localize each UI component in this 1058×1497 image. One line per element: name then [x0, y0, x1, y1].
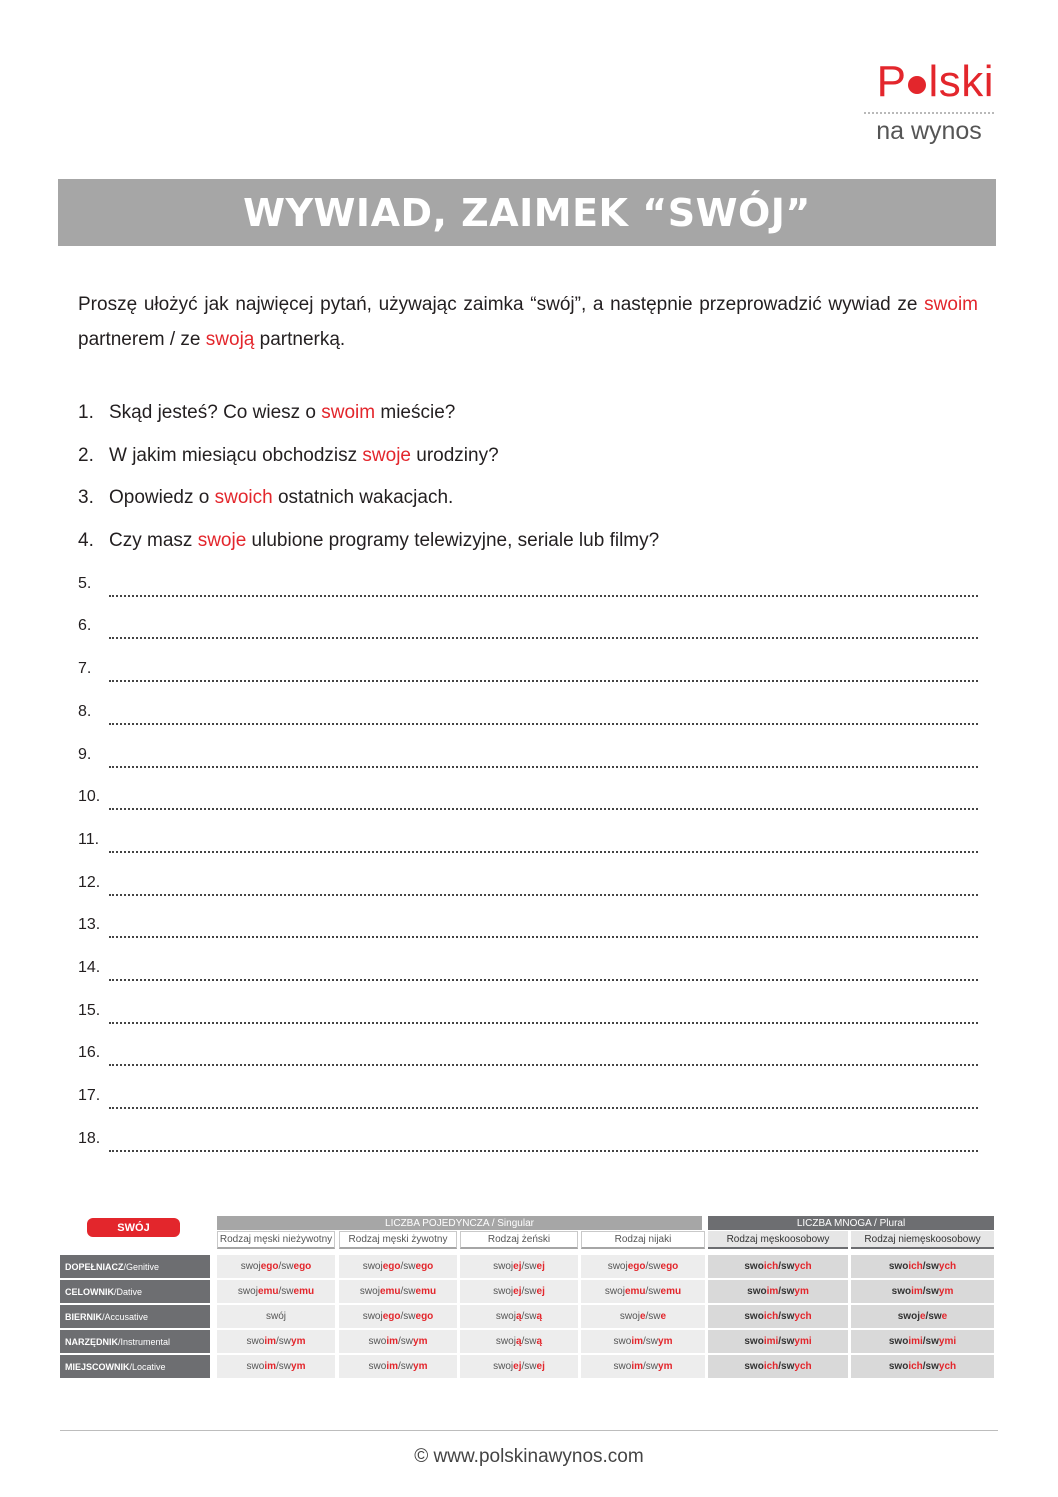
intro-text: Proszę ułożyć jak najwięcej pytań, używając zaimka “swój”, a następnie przeprowadzić wywiad ze	[78, 294, 925, 315]
slash: /	[925, 1311, 929, 1322]
ending: ym	[413, 1361, 428, 1372]
question-number: 7.	[78, 660, 92, 678]
answer-line[interactable]	[109, 1080, 978, 1109]
question-number: 12.	[78, 873, 101, 891]
case-separator: /	[129, 1361, 133, 1372]
question-part: Czy masz	[109, 530, 198, 552]
blank-question-item	[78, 739, 978, 782]
stem: sw	[524, 1286, 537, 1297]
stem: sw	[278, 1361, 292, 1372]
slash: /	[922, 1261, 926, 1272]
declension-cell	[460, 1255, 578, 1278]
ending: ej	[513, 1286, 522, 1297]
declension-cell	[460, 1305, 578, 1328]
answer-line[interactable]	[109, 610, 978, 639]
stem: swo	[888, 1261, 909, 1272]
answer-line[interactable]	[109, 995, 978, 1024]
declension-cell	[339, 1330, 457, 1353]
question-part: mieście?	[375, 402, 456, 423]
stem: sw	[403, 1286, 416, 1297]
declension-cell	[217, 1330, 335, 1353]
stem: sw	[648, 1311, 661, 1322]
stem: sw	[925, 1361, 939, 1372]
question-number: 13.	[78, 916, 101, 934]
ending: ej	[536, 1361, 545, 1372]
question-number: 9.	[78, 745, 92, 763]
ending: im	[631, 1361, 643, 1372]
stem: swoj	[237, 1286, 258, 1297]
declension-cell	[851, 1330, 994, 1353]
blank-question-item	[78, 781, 978, 824]
declension-cell	[460, 1280, 578, 1303]
blank-question-item	[78, 824, 978, 867]
declension-cell	[217, 1255, 335, 1278]
declension-cell	[339, 1255, 457, 1278]
ending: im	[386, 1336, 398, 1347]
page-title: WYWIAD, ZAIMEK “SWÓJ”	[243, 190, 811, 235]
case-name-en: Dative	[116, 1286, 143, 1297]
case-separator: /	[118, 1336, 121, 1347]
gender-header: Rodzaj męski nieżywotny	[217, 1231, 335, 1249]
intro-highlight: swoim	[924, 294, 978, 315]
gender-header: Rodzaj nijaki	[581, 1231, 705, 1249]
ending: ym	[291, 1361, 306, 1372]
ending: ą	[515, 1336, 522, 1347]
blank-question-item	[78, 995, 978, 1038]
answer-line[interactable]	[109, 653, 978, 682]
question-text	[109, 525, 978, 557]
stem: swoj	[495, 1311, 516, 1322]
declension-cell	[460, 1355, 578, 1378]
declension-cell	[581, 1305, 705, 1328]
answer-line[interactable]	[109, 1037, 978, 1066]
blank-question-item	[78, 653, 978, 696]
stem: sw	[524, 1336, 537, 1347]
stem: swo	[891, 1286, 912, 1297]
slash: /	[645, 1261, 649, 1272]
stem: swoj	[359, 1286, 380, 1297]
stem: sw	[781, 1311, 795, 1322]
slash: /	[643, 1336, 646, 1347]
stem: sw	[524, 1311, 537, 1322]
declension-cell	[851, 1355, 994, 1378]
ending: ym	[413, 1336, 428, 1347]
slash: /	[645, 1311, 649, 1322]
case-separator: /	[114, 1286, 117, 1297]
question-text	[109, 440, 978, 472]
logo-divider	[864, 112, 994, 114]
slash: /	[400, 1286, 404, 1297]
stem: swo	[368, 1361, 387, 1372]
declension-cell	[708, 1255, 848, 1278]
question-number: 11.	[78, 830, 100, 848]
footer-copyright: © www.polskinawynos.com	[414, 1446, 644, 1467]
ending: ych	[938, 1361, 957, 1372]
stem: swoj	[495, 1336, 516, 1347]
stem: swoj	[362, 1311, 383, 1322]
declension-cell	[339, 1305, 457, 1328]
stem: sw	[645, 1336, 659, 1347]
stem: swo	[744, 1261, 764, 1272]
question-part: Opowiedz o	[109, 487, 215, 509]
declension-cell	[217, 1355, 335, 1378]
ending: ych	[794, 1361, 812, 1372]
ending: emu	[257, 1286, 279, 1297]
intro-highlight: swoją	[205, 329, 255, 350]
slash: /	[276, 1336, 279, 1347]
ending: im	[631, 1336, 643, 1347]
declension-cell	[581, 1280, 705, 1303]
stem: sw	[781, 1336, 795, 1347]
stem: swo	[368, 1336, 387, 1347]
question-number: 3.	[78, 487, 94, 509]
declension-cell	[851, 1280, 994, 1303]
case-separator: /	[102, 1311, 105, 1322]
question-part: W jakim miesiącu obchodzisz	[109, 444, 363, 466]
stem: sw	[400, 1336, 414, 1347]
answer-line[interactable]	[109, 739, 978, 768]
ending: ej	[536, 1286, 545, 1297]
stem: swo	[246, 1336, 265, 1347]
case-label	[60, 1305, 210, 1328]
declension-cell	[708, 1330, 848, 1353]
ending: ą	[536, 1311, 543, 1322]
slash: /	[276, 1361, 279, 1372]
ending: ej	[513, 1361, 522, 1372]
question-part: Skąd jesteś? Co wiesz o	[109, 402, 322, 423]
case-name-en: Genitive	[126, 1261, 160, 1272]
stem: swoj	[619, 1311, 640, 1322]
stem: sw	[281, 1286, 294, 1297]
stem: sw	[928, 1311, 942, 1322]
ending: emu	[624, 1286, 646, 1297]
stem: swo	[613, 1361, 632, 1372]
ending: ich	[763, 1361, 779, 1372]
slash: /	[643, 1361, 646, 1372]
slash: /	[778, 1286, 782, 1297]
question-number: 4.	[78, 530, 94, 552]
case-label	[60, 1355, 210, 1378]
case-name-pl: MIEJSCOWNIK	[65, 1361, 130, 1372]
ending: ego	[260, 1261, 279, 1272]
stem: swój	[265, 1311, 286, 1322]
question-number: 14.	[78, 958, 101, 976]
pronoun-pill: SWÓJ	[87, 1218, 180, 1237]
slash: /	[521, 1336, 525, 1347]
case-name-en: Instrumental	[120, 1336, 171, 1347]
answer-line[interactable]	[109, 781, 978, 810]
stem: sw	[648, 1261, 661, 1272]
slash: /	[922, 1336, 926, 1347]
ending: ego	[382, 1261, 401, 1272]
question-part: urodziny?	[411, 444, 499, 466]
stem: swoj	[604, 1286, 625, 1297]
ending: im	[911, 1286, 923, 1297]
stem: sw	[645, 1361, 659, 1372]
ending: ym	[291, 1336, 306, 1347]
ending: ych	[938, 1261, 957, 1272]
blank-question-item	[78, 610, 978, 653]
stem: sw	[648, 1286, 661, 1297]
plural-header: LICZBA MNOGA / Plural	[708, 1216, 994, 1230]
slash: /	[521, 1311, 525, 1322]
stem: swo	[888, 1361, 909, 1372]
logo-wordmark	[864, 58, 994, 106]
case-separator: /	[123, 1261, 127, 1272]
stem: swo	[613, 1336, 632, 1347]
stem: sw	[781, 1361, 795, 1372]
question-number: 6.	[78, 617, 92, 635]
case-label	[60, 1255, 210, 1278]
ending: ich	[908, 1361, 923, 1372]
ending: e	[941, 1311, 948, 1322]
question-number: 17.	[78, 1087, 101, 1104]
gender-header: Rodzaj żeński	[460, 1231, 578, 1249]
ending: ymi	[938, 1336, 957, 1347]
declension-cell	[851, 1305, 994, 1328]
stem: swo	[744, 1311, 764, 1322]
title-banner	[58, 179, 996, 246]
logo-dot-icon	[908, 76, 926, 94]
declension-cell	[708, 1355, 848, 1378]
stem: sw	[403, 1311, 416, 1322]
declension-cell	[217, 1305, 335, 1328]
ending: ego	[627, 1261, 646, 1272]
logo-letter-p: P	[876, 57, 907, 106]
slash: /	[278, 1261, 282, 1272]
stem: swoj	[240, 1261, 261, 1272]
question-part: ulubione programy telewizyjne, seriale lub filmy?	[246, 530, 660, 552]
case-name-pl: CELOWNIK	[65, 1286, 114, 1297]
pronoun-highlight: swoim	[321, 402, 376, 423]
question-number: 1.	[78, 402, 94, 423]
blank-question-item	[78, 568, 978, 611]
ending: ym	[658, 1336, 673, 1347]
ending: ego	[293, 1261, 312, 1272]
ending: ego	[382, 1311, 401, 1322]
blank-question-item	[78, 1123, 978, 1166]
ending: ich	[763, 1311, 779, 1322]
answer-line[interactable]	[109, 568, 978, 597]
question-number: 16.	[78, 1044, 101, 1062]
intro-text: partnerką.	[254, 329, 346, 350]
declension-cell	[851, 1255, 994, 1278]
stem: sw	[281, 1261, 294, 1272]
blank-question-item	[78, 909, 978, 952]
slash: /	[778, 1361, 782, 1372]
answer-line[interactable]	[109, 867, 978, 896]
case-name-pl: DOPEŁNIACZ	[65, 1261, 124, 1272]
question-number: 5.	[78, 574, 92, 592]
stem: swo	[888, 1336, 909, 1347]
intro-text: partnerem / ze	[78, 329, 206, 350]
declension-table	[60, 1214, 994, 1382]
pronoun-highlight: swoje	[362, 444, 411, 466]
question-item	[78, 482, 978, 525]
stem: swo	[744, 1361, 764, 1372]
declension-cell	[339, 1280, 457, 1303]
brand-logo	[864, 58, 994, 146]
gender-header: Rodzaj męskoosobowy	[708, 1231, 848, 1249]
case-name-pl: NARZĘDNIK	[65, 1336, 118, 1347]
declension-cell	[460, 1330, 578, 1353]
ending: emu	[415, 1286, 437, 1297]
ending: ym	[938, 1286, 954, 1297]
question-text	[109, 482, 978, 514]
stem: swo	[246, 1361, 265, 1372]
slash: /	[778, 1311, 782, 1322]
ending: ej	[513, 1261, 522, 1272]
stem: sw	[925, 1261, 939, 1272]
ending: imi	[908, 1336, 923, 1347]
ending: im	[386, 1361, 398, 1372]
slash: /	[278, 1286, 282, 1297]
question-number: 15.	[78, 1001, 101, 1019]
case-name-en: Locative	[132, 1361, 166, 1372]
stem: sw	[400, 1361, 414, 1372]
answer-line[interactable]	[109, 909, 978, 938]
ending: ym	[658, 1361, 673, 1372]
case-name-pl: BIERNIK	[65, 1311, 103, 1322]
question-number: 18.	[78, 1129, 101, 1147]
slash: /	[521, 1286, 525, 1297]
declension-cell	[217, 1280, 335, 1303]
stem: swoj	[362, 1261, 383, 1272]
ending: e	[660, 1311, 667, 1322]
slash: /	[778, 1336, 782, 1347]
ending: emu	[660, 1286, 682, 1297]
stem: swoj	[897, 1311, 920, 1322]
stem: sw	[524, 1361, 537, 1372]
stem: sw	[403, 1261, 416, 1272]
slash: /	[400, 1311, 404, 1322]
footer-divider	[60, 1430, 998, 1431]
question-item	[78, 440, 978, 483]
ending: ą	[536, 1336, 543, 1347]
answer-line[interactable]	[109, 952, 978, 981]
case-name-en: Accusative	[104, 1311, 149, 1322]
answer-line[interactable]	[109, 1123, 978, 1152]
ending: im	[264, 1361, 276, 1372]
slash: /	[922, 1361, 926, 1372]
blank-question-item	[78, 1037, 978, 1080]
ending: e	[639, 1311, 646, 1322]
stem: swo	[747, 1286, 767, 1297]
blank-question-item	[78, 867, 978, 910]
ending: imi	[763, 1336, 779, 1347]
ending: ego	[415, 1311, 434, 1322]
stem: sw	[925, 1286, 939, 1297]
stem: sw	[781, 1261, 795, 1272]
slash: /	[521, 1361, 525, 1372]
ending: ymi	[794, 1336, 812, 1347]
question-item	[78, 397, 978, 440]
ending: ą	[515, 1311, 522, 1322]
ending: ych	[794, 1311, 812, 1322]
ending: e	[919, 1311, 926, 1322]
stem: sw	[781, 1286, 795, 1297]
stem: swoj	[493, 1286, 514, 1297]
stem: swoj	[607, 1261, 628, 1272]
slash: /	[922, 1286, 926, 1297]
pronoun-highlight: swoje	[197, 530, 247, 552]
blank-question-item	[78, 952, 978, 995]
ending: ego	[660, 1261, 679, 1272]
instructions	[78, 287, 978, 357]
stem: swoj	[493, 1361, 514, 1372]
stem: swo	[744, 1336, 764, 1347]
logo-subtitle: na wynos	[876, 117, 982, 145]
slash: /	[398, 1336, 401, 1347]
ending: emu	[293, 1286, 315, 1297]
slash: /	[521, 1261, 525, 1272]
ending: ego	[415, 1261, 434, 1272]
stem: sw	[278, 1336, 292, 1347]
logo-letters: lski	[928, 57, 994, 106]
case-label	[60, 1330, 210, 1353]
declension-cell	[581, 1330, 705, 1353]
ending: im	[264, 1336, 276, 1347]
question-part: ostatnich wakacjach.	[272, 487, 454, 509]
stem: swoj	[493, 1261, 514, 1272]
question-number: 2.	[78, 444, 94, 466]
singular-header: LICZBA POJEDYNCZA / Singular	[217, 1216, 702, 1230]
slash: /	[645, 1286, 649, 1297]
ending: ych	[794, 1261, 812, 1272]
declension-cell	[339, 1355, 457, 1378]
gender-header: Rodzaj niemęskoosobowy	[851, 1231, 994, 1249]
ending: ich	[763, 1261, 779, 1272]
declension-cell	[581, 1355, 705, 1378]
question-number: 8.	[78, 702, 92, 720]
question-item	[78, 525, 978, 568]
answer-line[interactable]	[109, 824, 978, 853]
question-number: 10.	[78, 788, 101, 806]
blank-question-item	[78, 696, 978, 739]
ending: ich	[908, 1261, 923, 1272]
ending: im	[766, 1286, 779, 1297]
declension-cell	[581, 1255, 705, 1278]
ending: emu	[379, 1286, 401, 1297]
case-label	[60, 1280, 210, 1303]
stem: sw	[925, 1336, 939, 1347]
slash: /	[400, 1261, 404, 1272]
pronoun-highlight: swoich	[214, 487, 273, 509]
ending: ym	[794, 1286, 809, 1297]
answer-line[interactable]	[109, 696, 978, 725]
declension-cell	[708, 1305, 848, 1328]
ending: ej	[536, 1261, 545, 1272]
blank-question-item	[78, 1080, 978, 1123]
slash: /	[778, 1261, 782, 1272]
stem: sw	[524, 1261, 537, 1272]
question-text	[109, 397, 978, 429]
declension-cell	[708, 1280, 848, 1303]
question-list	[78, 397, 978, 1165]
gender-header: Rodzaj męski żywotny	[339, 1231, 457, 1249]
slash: /	[398, 1361, 401, 1372]
